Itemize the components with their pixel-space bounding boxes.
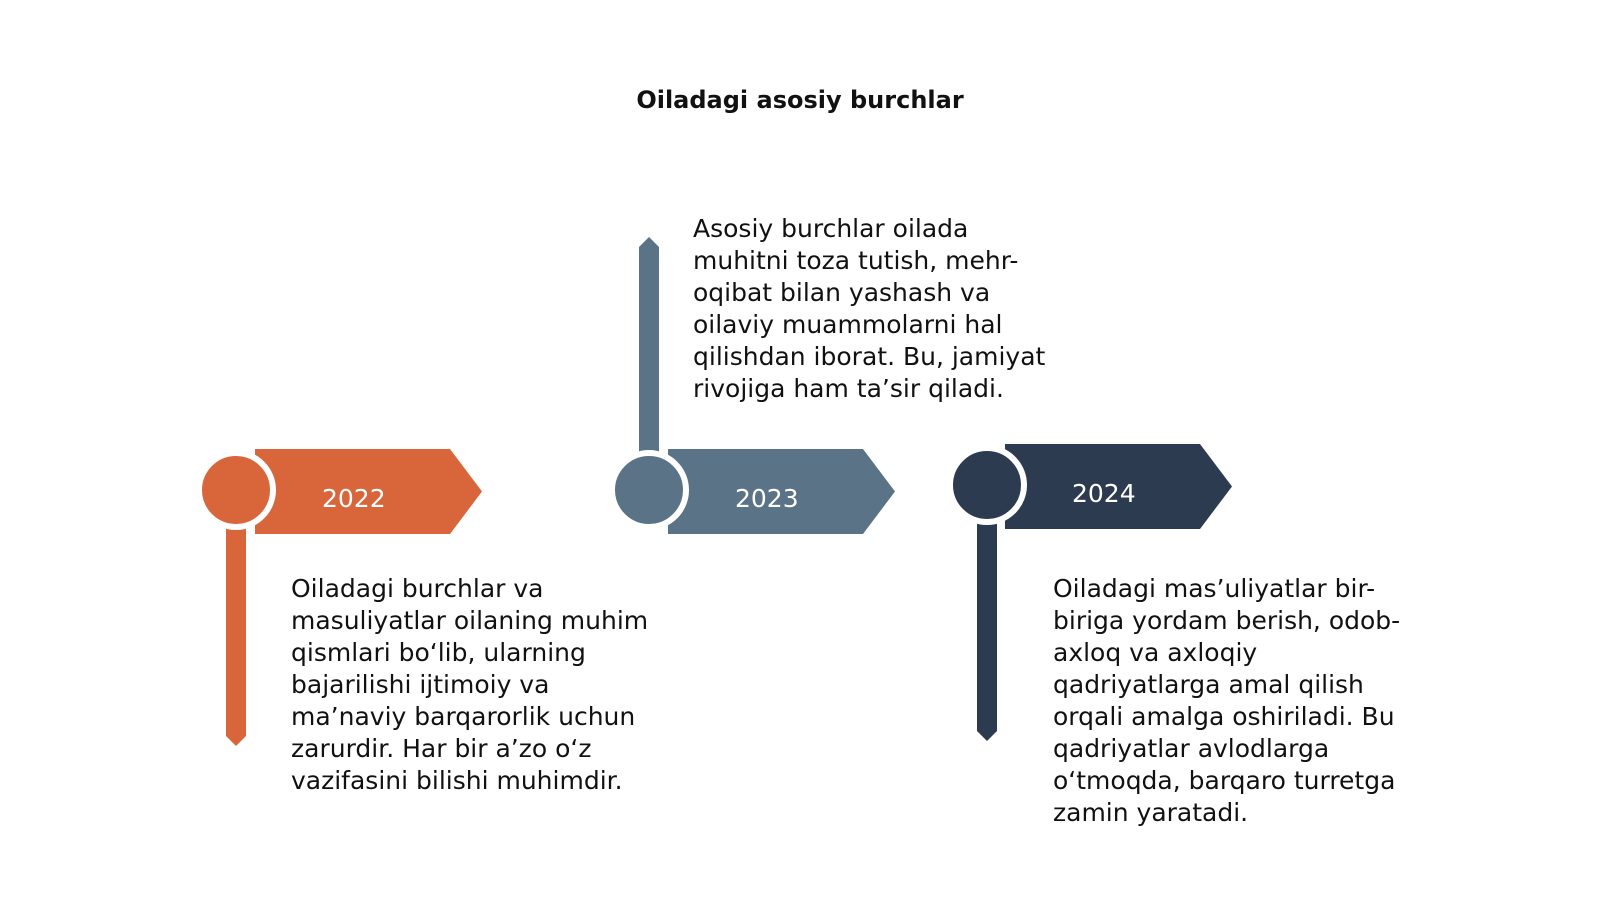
diagram-title: Oiladagi asosiy burchlar xyxy=(636,86,964,114)
marker-circle-2024 xyxy=(947,445,1027,525)
description-2023: Asosiy burchlar oilada muhitni toza tutish, mehr-oqibat bilan yashash va oilaviy muammolarni hal qilishdan iborat. Bu, jamiyat rivojiga ham ta’sir qiladi. xyxy=(693,214,1046,403)
year-label-2022: 2022 xyxy=(322,484,386,513)
marker-circle-2023 xyxy=(609,450,689,530)
marker-circle-2022 xyxy=(196,450,276,530)
description-2024: Oiladagi mas’uliyatlar bir-biriga yordam berish, odob-axloq va axloqiy qadriyatlarga amal qilish orqali amalga oshiriladi. Bu qadriyatlar avlodlarga o‘tmoqda, barqaro turretga zamin yaratadi. xyxy=(1053,574,1401,827)
description-2022: Oiladagi burchlar va masuliyatlar oilaning muhim qismlari bo‘lib, ularning bajarilishi ijtimoiy va ma’naviy barqarorlik uchun zarurdir. Har bir a’zo o‘z vazifasini bilishi muhimdir. xyxy=(291,574,649,795)
stem-2024 xyxy=(976,495,998,741)
year-label-2023: 2023 xyxy=(735,484,799,513)
stem-2022 xyxy=(225,500,247,746)
year-label-2024: 2024 xyxy=(1072,479,1136,508)
